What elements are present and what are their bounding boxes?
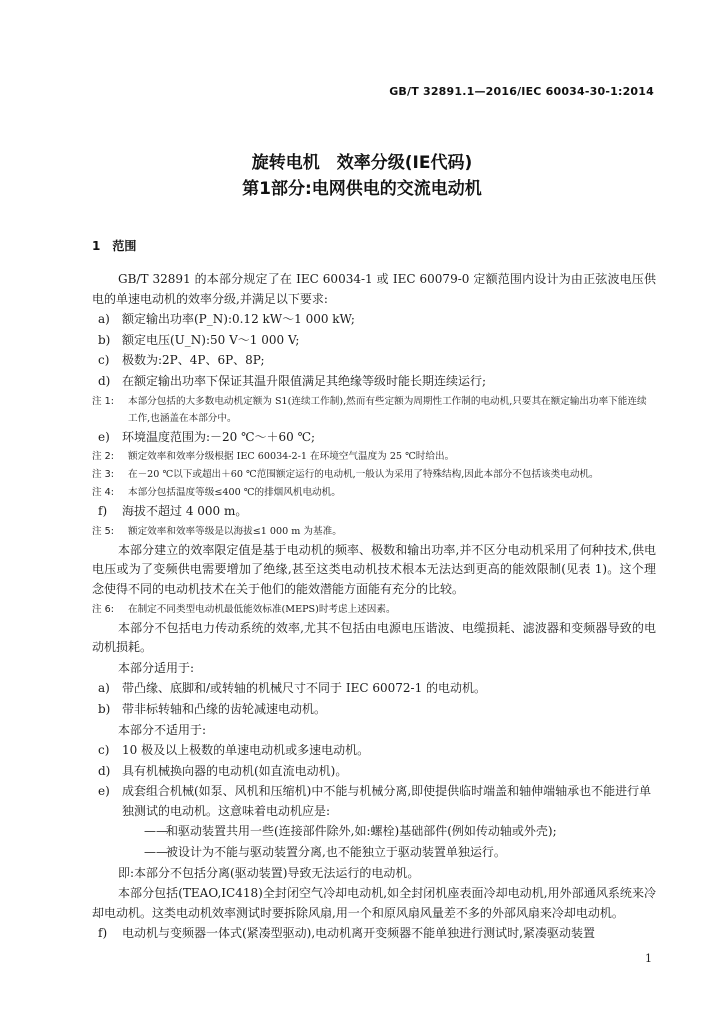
list-item-b <box>92 331 656 351</box>
list-text: 带非标转轴和凸缘的齿轮减速电动机。 <box>122 701 327 716</box>
note-text: 本部分包括的大多数电动机定额为 S1(连续工作制),然而有些定额为周期性工作制的电动机,只要其在额定输出功率下能连续工作,也涵盖在本部分中。 <box>128 395 647 424</box>
list-item-f <box>92 502 656 522</box>
list-marker: c) <box>98 743 110 758</box>
applies-item-a <box>92 679 656 699</box>
dash-item-2 <box>92 843 656 863</box>
applies-item-b <box>92 700 656 720</box>
list-marker: d) <box>98 373 111 388</box>
excluded-item-c <box>92 741 656 761</box>
list-text: 额定电压(U_N):50 V～1 000 V; <box>122 332 300 347</box>
list-text: 环境温度范围为:－20 ℃～＋60 ℃; <box>122 429 316 444</box>
note-6 <box>92 601 656 618</box>
list-item-a <box>92 310 656 330</box>
list-marker: d) <box>98 763 111 778</box>
note-2 <box>92 448 656 465</box>
note-marker: 注 5: <box>92 525 114 537</box>
standard-code-header: GB/T 32891.1—2016/IEC 60034-30-1:2014 <box>389 85 654 98</box>
note-3 <box>92 466 656 483</box>
title-line-2: 第1部分:电网供电的交流电动机 <box>242 179 482 199</box>
note-text: 在－20 ℃以下或超出＋60 ℃范围额定运行的电动机,一般认为采用了特殊结构,因此本部分不包括该类电动机。 <box>128 469 599 481</box>
list-marker: a) <box>98 312 110 327</box>
paragraph-teao: 本部分包括(TEAO,IC418)全封闭空气冷却电动机,如全封闭机座表面冷却电动机,用外部通风系统来冷却电动机。这类电动机效率测试时要拆除风扇,用一个和原风扇风量差不多的外部风扇来冷却电动机。 <box>92 886 656 920</box>
note-text: 额定效率和效率分级根据 IEC 60034-2-1 在环境空气温度为 25 ℃时给出。 <box>128 451 455 463</box>
list-item-d <box>92 372 656 392</box>
list-text: 具有机械换向器的电动机(如直流电动机)。 <box>122 763 348 778</box>
document-title <box>0 150 724 202</box>
list-text: 带凸缘、底脚和/或转轴的机械尺寸不同于 IEC 60072-1 的电动机。 <box>122 681 487 696</box>
note-marker: 注 2: <box>92 451 114 463</box>
list-marker: e) <box>98 429 110 444</box>
note-1 <box>92 393 656 427</box>
paragraph-intro: GB/T 32891 的本部分规定了在 IEC 60034-1 或 IEC 60079-0 定额范围内设计为由正弦波电压供电的单速电动机的效率分级,并满足以下要求: <box>92 272 656 306</box>
list-marker: a) <box>98 681 110 696</box>
paragraph-not-applicable: 本部分不适用于: <box>118 722 207 737</box>
dash-text: 和驱动装置共用一些(连接部件除外,如:螺栓)基础部件(例如传动轴或外壳); <box>166 824 557 839</box>
list-text: 电动机与变频器一体式(紧凑型驱动),电动机离开变频器不能单独进行测试时,紧凑驱动装置 <box>122 926 595 941</box>
page-number: 1 <box>645 952 652 965</box>
note-5 <box>92 523 656 540</box>
dash-text: 被设计为不能与驱动装置分离,也不能独立于驱动装置单独运行。 <box>166 845 506 860</box>
section-title: 范围 <box>112 239 137 253</box>
paragraph-applies-to: 本部分适用于: <box>118 660 195 675</box>
section-heading-scope <box>92 237 136 254</box>
list-text: 极数为:2P、4P、6P、8P; <box>122 353 265 368</box>
dash-item-1 <box>92 822 656 842</box>
paragraph-exclusion-drive: 本部分不包括电力传动系统的效率,尤其不包括由电源电压谐波、电缆损耗、滤波器和变频器导致的电动机损耗。 <box>92 620 656 655</box>
list-marker: e) <box>98 784 110 799</box>
note-marker: 注 1: <box>92 395 114 407</box>
paragraph-separation: 即:本部分不包括分离(驱动装置)导致无法运行的电动机。 <box>118 865 420 880</box>
dash-marker: —— <box>144 824 168 839</box>
note-text: 额定效率和效率等级是以海拔≤1 000 m 为基准。 <box>128 525 342 537</box>
title-line-1: 旋转电机 效率分级(IE代码) <box>251 153 473 173</box>
list-text: 成套组合机械(如泵、风机和压缩机)中不能与机械分离,即使提供临时端盖和轴伸端轴承也不能进行单独测试的电动机。这意味着电动机应是: <box>122 784 652 818</box>
note-4 <box>92 484 656 501</box>
excluded-item-e <box>92 782 656 821</box>
section-number: 1 <box>92 239 101 253</box>
excluded-item-f <box>92 924 656 944</box>
note-marker: 注 3: <box>92 469 114 481</box>
note-marker: 注 4: <box>92 487 114 499</box>
dash-marker: —— <box>144 845 168 860</box>
list-marker: b) <box>98 332 111 347</box>
list-text: 额定输出功率(P_N):0.12 kW～1 000 kW; <box>122 312 355 327</box>
list-text: 10 极及以上极数的单速电动机或多速电动机。 <box>122 743 370 758</box>
list-marker: b) <box>98 701 111 716</box>
excluded-item-d <box>92 762 656 782</box>
list-item-e <box>92 428 656 448</box>
note-text: 本部分包括温度等级≤400 ℃的排烟风机电动机。 <box>128 487 341 499</box>
list-item-c <box>92 351 656 371</box>
list-text: 在额定输出功率下保证其温升限值满足其绝缘等级时能长期连续运行; <box>122 373 487 388</box>
list-marker: f) <box>98 926 108 941</box>
list-text: 海拔不超过 4 000 m。 <box>122 504 248 519</box>
note-marker: 注 6: <box>92 603 114 615</box>
paragraph-efficiency-limits: 本部分建立的效率限定值是基于电动机的频率、极数和输出功率,并不区分电动机采用了何种技术,供电电压或为了变频供电需要增加了绝缘,甚至这类电动机技术根本无法达到更高的能效限制(见表 1)。这个理念使得不同的电动机技术在关于他们的能效潜能方面能有充分的比较。 <box>92 542 656 596</box>
note-text: 在制定不同类型电动机最低能效标准(MEPS)时考虑上述因素。 <box>128 603 396 615</box>
document-body <box>92 270 656 945</box>
list-marker: c) <box>98 353 110 368</box>
list-marker: f) <box>98 504 108 519</box>
